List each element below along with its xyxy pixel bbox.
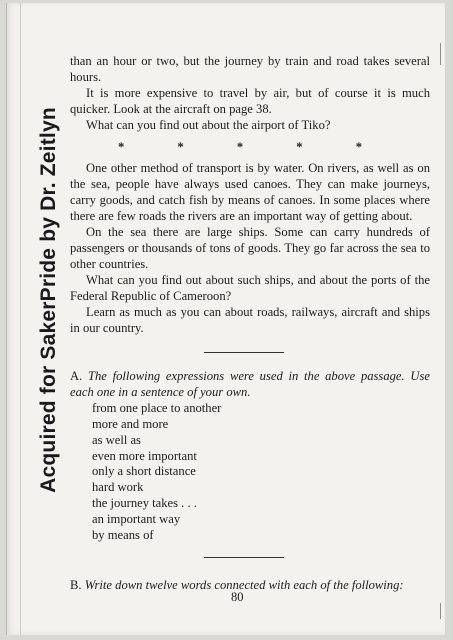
paragraph: Learn as much as you can about roads, railways, aircraft and ships in our country. — [70, 304, 430, 335]
scan-mark — [440, 603, 441, 619]
expression-item: hard work — [92, 480, 144, 495]
expression-item: an important way — [92, 511, 181, 526]
exercise-a-instruction — [70, 369, 430, 401]
expression-item: from one place to another — [92, 401, 222, 416]
expression-item: more and more — [92, 417, 169, 432]
star: * — [177, 139, 184, 154]
star: * — [236, 139, 244, 154]
page-number: 80 — [231, 590, 244, 604]
expression-item: even more important — [92, 448, 197, 463]
paragraph: What can you find out about the airport of Tiko? — [86, 117, 331, 132]
section-divider — [204, 352, 284, 353]
exercise-b-label: B. — [70, 578, 82, 593]
page-body — [70, 54, 430, 594]
paragraph: On the sea there are large ships. Some can carry hundreds of passengers or thousands of tons of goods. They go far across the sea to other countries. — [70, 225, 430, 271]
paragraph: than an hour or two, but the journey by train and road takes several hours. — [70, 54, 430, 84]
expression-item: as well as — [92, 432, 141, 447]
exercise-a-label: A. — [70, 369, 83, 384]
expression-list — [70, 401, 430, 543]
star: * — [118, 139, 125, 154]
paragraph: One other method of transport is by water. On rivers, as well as on the sea, people have always used canoes. They can make journeys, carry goods, and catch fish by means of canoes. In some places where there are few roads the rivers are an important way of getting about. — [70, 161, 430, 224]
exercise-b-text: Write down twelve words connected with each of the following: — [84, 578, 404, 593]
scan-mark — [440, 43, 441, 65]
expression-item: the journey takes . . . — [92, 496, 197, 510]
page-binding-line — [20, 3, 21, 635]
watermark-text: Acquired for SakerPride by Dr. Zeitlyn — [37, 107, 60, 493]
expression-item: by means of — [92, 527, 154, 542]
paragraph: What can you find out about such ships, and about the ports of the Federal Republic of Cameroon? — [70, 272, 430, 303]
exercise-b-instruction — [70, 578, 430, 594]
section-divider — [204, 557, 284, 558]
section-break-stars — [118, 140, 362, 156]
star: * — [296, 139, 303, 154]
paragraph: It is more expensive to travel by air, but of course it is much quicker. Look at the aircraft on page 38. — [70, 85, 430, 116]
star: * — [355, 139, 362, 154]
expression-item: only a short distance — [92, 464, 196, 479]
exercise-a-text: The following expressions were used in the above passage. Use each one in a sentence of your own. — [70, 369, 430, 400]
